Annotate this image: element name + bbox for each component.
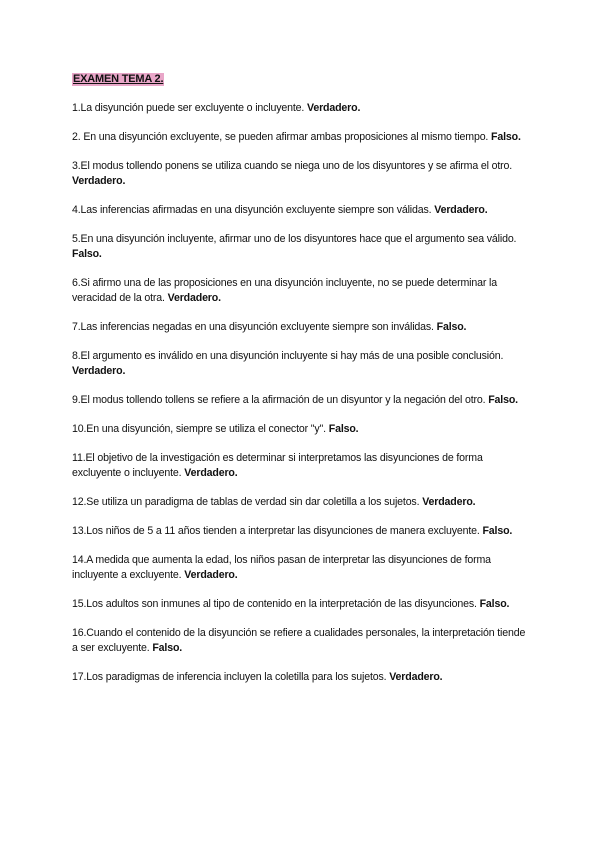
question-item xyxy=(72,203,530,218)
question-answer: Verdadero. xyxy=(184,569,238,581)
question-answer: Falso. xyxy=(328,423,359,435)
question-text: 2. En una disyunción excluyente, se pueden afirmar ambas proposiciones al mismo tiempo. xyxy=(72,131,489,143)
question-item xyxy=(72,232,530,262)
question-text: 7.Las inferencias negadas en una disyunción excluyente siempre son inválidas. xyxy=(72,321,434,333)
question-text: 11.El objetivo de la investigación es determinar si interpretamos las disyunciones de forma excluyente o incluyente. xyxy=(72,452,483,479)
question-answer: Falso. xyxy=(479,598,510,610)
question-text: 15.Los adultos son inmunes al tipo de contenido en la interpretación de las disyunciones. xyxy=(72,598,477,610)
question-text: 8.El argumento es inválido en una disyunción incluyente si hay más de una posible conclusión. xyxy=(72,350,504,362)
question-text: 1.La disyunción puede ser excluyente o incluyente. xyxy=(72,102,305,114)
question-item xyxy=(72,320,530,335)
question-answer: Verdadero. xyxy=(72,365,126,377)
question-answer: Verdadero. xyxy=(434,204,488,216)
question-answer: Verdadero. xyxy=(184,467,238,479)
question-item xyxy=(72,130,530,145)
question-item xyxy=(72,159,530,189)
question-answer: Verdadero. xyxy=(307,102,361,114)
question-item xyxy=(72,495,530,510)
document-title: EXAMEN TEMA 2. xyxy=(73,73,164,85)
question-text: 6.Si afirmo una de las proposiciones en una disyunción incluyente, no se puede determinar la veracidad de la otra. xyxy=(72,277,497,304)
question-item xyxy=(72,349,530,379)
question-item xyxy=(72,422,530,437)
question-answer: Verdadero. xyxy=(167,292,221,304)
question-item xyxy=(72,276,530,306)
question-answer: Falso. xyxy=(491,131,521,143)
question-item xyxy=(72,393,530,408)
question-text: 14.A medida que aumenta la edad, los niños pasan de interpretar las disyunciones de forma incluyente a excluyente. xyxy=(72,554,491,581)
question-item xyxy=(72,626,530,656)
question-text: 12.Se utiliza un paradigma de tablas de verdad sin dar coletilla a los sujetos. xyxy=(72,496,420,508)
question-text: 4.Las inferencias afirmadas en una disyunción excluyente siempre son válidas. xyxy=(72,204,432,216)
question-item xyxy=(72,670,530,685)
question-answer: Verdadero. xyxy=(72,175,126,187)
question-item xyxy=(72,451,530,481)
question-answer: Falso. xyxy=(482,525,513,537)
question-list xyxy=(72,101,530,699)
question-text: 17.Los paradigmas de inferencia incluyen la coletilla para los sujetos. xyxy=(72,671,387,683)
question-item xyxy=(72,597,530,612)
question-answer: Verdadero. xyxy=(422,496,476,508)
question-answer: Falso. xyxy=(488,394,518,406)
question-item xyxy=(72,553,530,583)
question-item xyxy=(72,101,530,116)
question-answer: Falso. xyxy=(72,248,102,260)
question-answer: Verdadero. xyxy=(389,671,443,683)
question-text: 5.En una disyunción incluyente, afirmar uno de los disyuntores hace que el argumento sea válido. xyxy=(72,233,517,245)
question-answer: Falso. xyxy=(152,642,183,654)
question-item xyxy=(72,524,530,539)
question-text: 13.Los niños de 5 a 11 años tienden a interpretar las disyunciones de manera excluyente. xyxy=(72,525,480,537)
question-text: 9.El modus tollendo tollens se refiere a la afirmación de un disyuntor y la negación del otro. xyxy=(72,394,486,406)
question-text: 16.Cuando el contenido de la disyunción se refiere a cualidades personales, la interpretación tiende a ser excluyente. xyxy=(72,627,526,654)
question-text: 10.En una disyunción, siempre se utiliza el conector "y". xyxy=(72,423,326,435)
question-text: 3.El modus tollendo ponens se utiliza cuando se niega uno de los disyuntores y se afirma el otro. xyxy=(72,160,513,172)
question-answer: Falso. xyxy=(436,321,467,333)
